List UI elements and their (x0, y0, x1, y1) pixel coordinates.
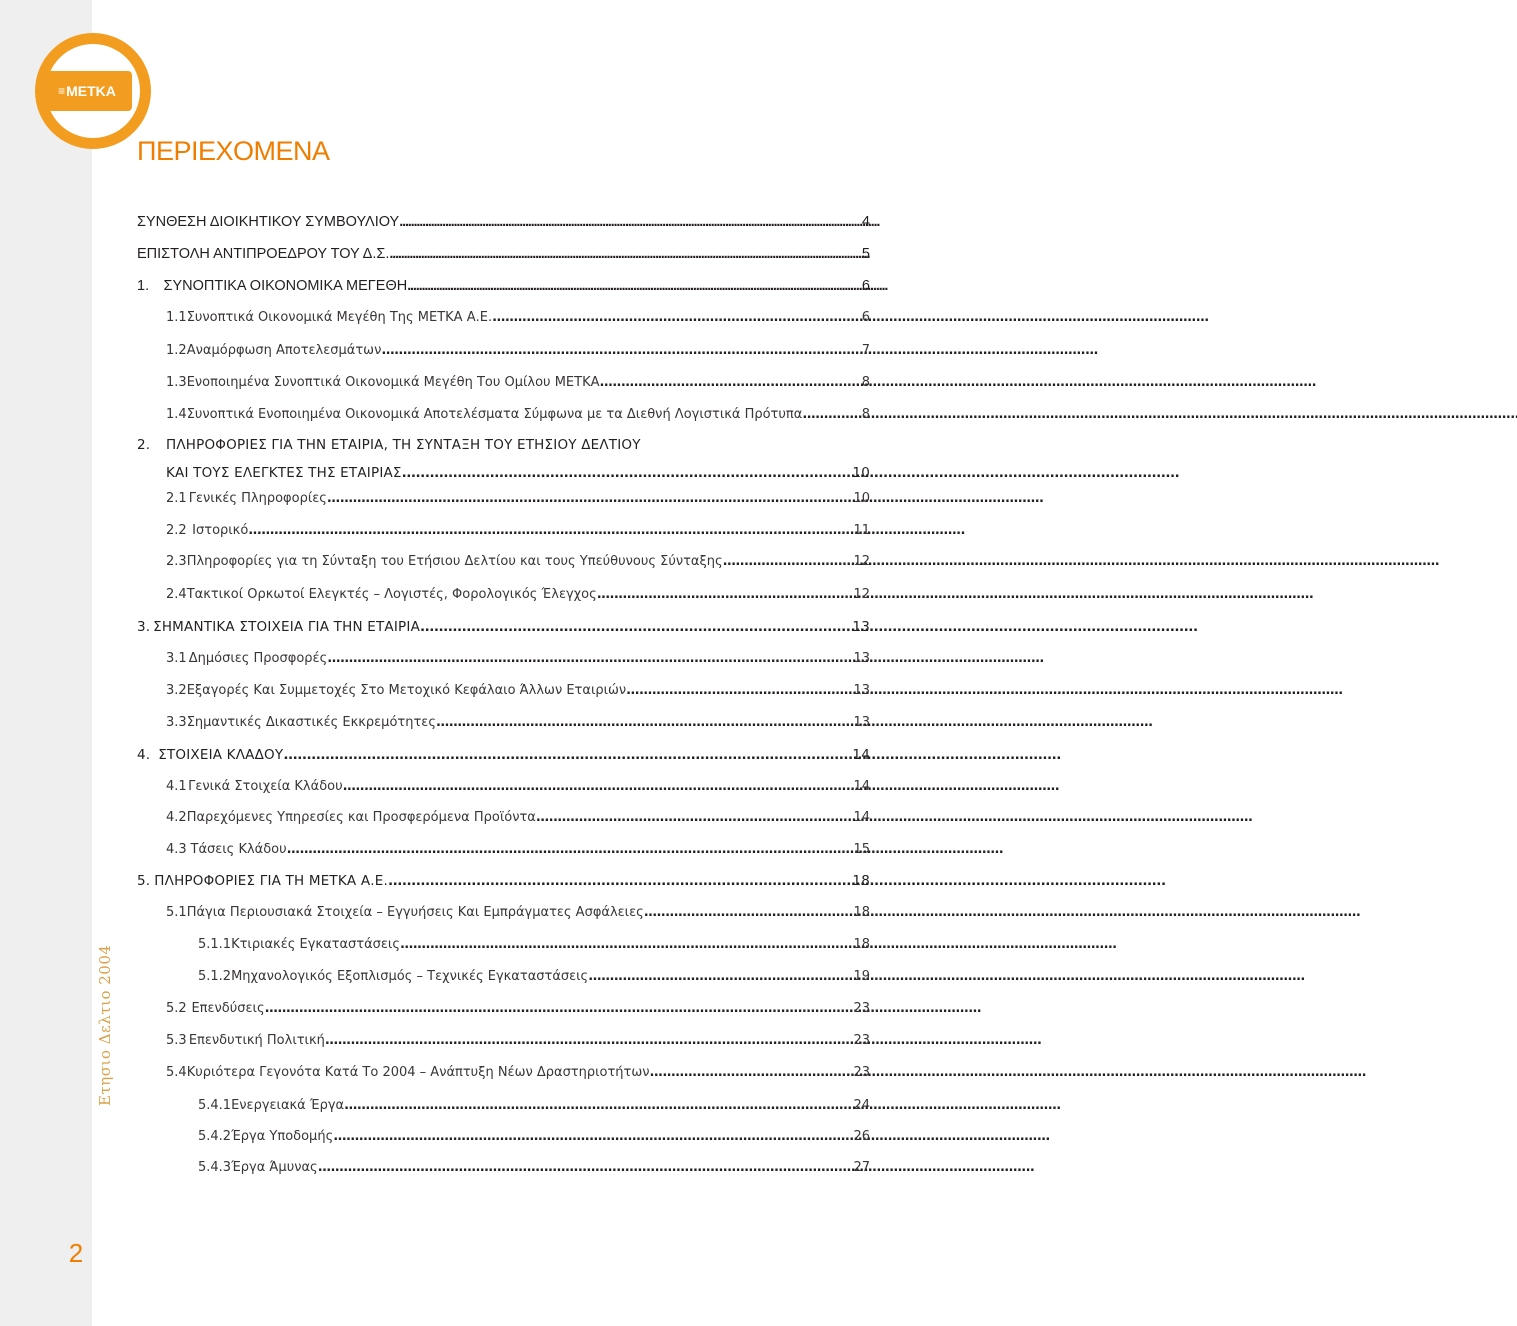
toc-dot-leader (588, 967, 851, 987)
toc-entry-page: 18 (852, 873, 870, 889)
toc-entry[interactable] (198, 1096, 870, 1116)
page-number: 2 (68, 1238, 84, 1268)
toc-entry-number: 4.2 (166, 810, 187, 825)
toc-dot-leader (389, 244, 860, 264)
toc-entry-number: 3.1 (166, 651, 187, 666)
toc-entry-label: Σημαντικές Δικαστικές Εκκρεμότητες (186, 715, 436, 730)
toc-entry-label: Συνοπτικά Ενοποιημένα Οικονομικά Αποτελέσματα Σύμφωνα με τα Διεθνή Λογιστικά Πρότυπα (186, 407, 803, 422)
toc-entry-number: 3.2 (166, 683, 187, 698)
toc-entry-number: 4.3 (166, 842, 187, 857)
toc-entry-label: ΣΥΝΘΕΣΗ ΔΙΟΙΚΗΤΙΚΟΥ ΣΥΜΒΟΥΛΙΟΥ (137, 214, 400, 230)
toc-dot-leader (407, 276, 860, 296)
toc-entry-number: 2. (137, 437, 151, 453)
toc-entry[interactable] (166, 308, 870, 328)
toc-entry-page: 12 (853, 554, 870, 569)
toc-entry-page: 12 (853, 587, 870, 602)
toc-entry-label: Εξαγορές Και Συμμετοχές Στο Μετοχικό Κεφάλαιο Άλλων Εταιριών (186, 683, 627, 698)
toc-entry-page: 6 (861, 278, 870, 294)
toc-entry-label: Ιστορικό (192, 523, 249, 538)
toc-entry-label: Ενοποιημένα Συνοπτικά Οικονομικά Μεγέθη Του Ομίλου ΜΕΤΚΑ (186, 375, 600, 390)
toc-entry-label: Πληροφορίες για τη Σύνταξη του Ετήσιου Δελτίου και τους Υπεύθυνους Σύνταξης (186, 554, 723, 569)
toc-entry-number: 5.4.3 (198, 1160, 232, 1175)
toc-entry-number: 5.4.2 (198, 1129, 232, 1144)
toc-entry[interactable] (166, 840, 870, 860)
toc-entry[interactable] (137, 212, 870, 232)
toc-dot-leader (600, 373, 860, 393)
toc-dot-leader (802, 405, 859, 425)
toc-entry[interactable] (166, 999, 870, 1019)
toc-entry-label: Κτιριακές Εγκαταστάσεις (231, 937, 400, 952)
toc-entry-label: Πάγια Περιουσιακά Στοιχεία – Εγγυήσεις Και Εμπράγματες Ασφάλειες (186, 905, 644, 920)
toc-dot-leader (402, 463, 851, 483)
toc-entry[interactable] (166, 585, 870, 605)
toc-entry-page: 14 (853, 779, 870, 794)
toc-entry-label: Επενδύσεις (191, 1001, 265, 1016)
toc-entry-number: 1.4 (166, 407, 187, 422)
toc-dot-leader (597, 585, 852, 605)
toc-entry-label: Γενικές Πληροφορίες (188, 491, 327, 506)
toc-entry-label-line2: ΚΑΙ ΤΟΥΣ ΕΛΕΓΚΤΕΣ ΤΗΣ ΕΤΑΙΡΙΑΣ (166, 465, 402, 481)
toc-dot-leader (644, 903, 852, 923)
toc-entry-page: 18 (853, 937, 870, 952)
toc-entry-number: 2.3 (166, 554, 187, 569)
toc-entry-page: 23 (853, 1033, 870, 1048)
toc-entry-page: 10 (852, 465, 870, 481)
toc-entry-label: Γενικά Στοιχεία Κλάδου (188, 779, 343, 794)
toc-entry-page: 13 (853, 651, 870, 666)
toc-entry[interactable] (166, 777, 870, 797)
toc-entry-number: 5.1 (166, 905, 187, 920)
toc-entry-label: Μηχανολογικός Εξοπλισμός – Τεχνικές Εγκαταστάσεις (231, 969, 589, 984)
toc-dot-leader (325, 1031, 852, 1051)
toc-entry[interactable] (166, 373, 870, 393)
toc-entry-label: Τακτικοί Ορκωτοί Ελεγκτές – Λογιστές, Φορολογικός Έλεγχος (186, 587, 597, 602)
toc-entry-label: Δημόσιες Προσφορές (188, 651, 328, 666)
toc-entry-label: Παρεχόμενες Υπηρεσίες και Προσφερόμενα Προϊόντα (186, 810, 536, 825)
logo-mark-icon: ≡ (58, 84, 66, 98)
toc-entry-number: 5.4.1 (198, 1098, 232, 1113)
toc-entry-number: 2.2 (166, 523, 187, 538)
toc-entry[interactable] (137, 276, 870, 296)
toc-entry[interactable] (166, 1063, 870, 1083)
toc-entry-number: 5.1.1 (198, 937, 232, 952)
toc-entry-number: 1.1 (166, 310, 187, 325)
toc-entry-page: 27 (853, 1160, 870, 1175)
toc-entry-page: 19 (853, 969, 870, 984)
toc-dot-leader (650, 1063, 852, 1083)
toc-entry-page: 4 (861, 214, 870, 230)
toc-dot-leader (400, 935, 851, 955)
toc-entry[interactable] (137, 745, 870, 765)
toc-dot-leader (318, 1158, 852, 1178)
toc-entry-page: 23 (853, 1001, 870, 1016)
toc-entry-label: ΣΤΟΙΧΕΙΑ ΚΛΑΔΟΥ (158, 747, 284, 763)
toc-entry-label: Επενδυτική Πολιτική (188, 1033, 325, 1048)
toc-entry-number: 3.3 (166, 715, 187, 730)
toc-dot-leader (248, 521, 851, 541)
toc-entry-number: 4.1 (166, 779, 187, 794)
toc-entry[interactable] (166, 649, 870, 669)
toc-entry[interactable] (198, 935, 870, 955)
toc-entry-continuation[interactable] (166, 463, 870, 483)
toc-entry[interactable] (198, 1127, 870, 1147)
toc-dot-leader (723, 552, 852, 572)
toc-entry-page: 8 (861, 375, 870, 390)
toc-entry[interactable] (198, 967, 870, 987)
toc-entry-page: 13 (853, 683, 870, 698)
toc-entry[interactable] (166, 552, 870, 572)
toc-entry-page: 18 (853, 905, 870, 920)
toc-entry[interactable] (166, 808, 870, 828)
toc-entry-page: 13 (852, 619, 870, 635)
toc-entry[interactable] (166, 681, 870, 701)
toc-entry-page: 26 (853, 1129, 870, 1144)
toc-entry-number: 5.2 (166, 1001, 187, 1016)
toc-entry[interactable] (166, 903, 870, 923)
toc-dot-leader (388, 871, 850, 891)
toc-entry[interactable] (166, 713, 870, 733)
toc-entry-number: 4. (137, 747, 151, 763)
toc-entry[interactable] (137, 617, 870, 637)
toc-entry-number: 2.4 (166, 587, 187, 602)
toc-entry-number: 5. (137, 873, 151, 889)
toc-dot-leader (265, 999, 852, 1019)
toc-entry-number: 1.2 (166, 343, 187, 358)
toc-dot-leader (436, 713, 852, 733)
toc-entry[interactable] (166, 341, 870, 361)
toc-entry-label: ΠΛΗΡΟΦΟΡΙΕΣ ΓΙΑ ΤΗΝ ΕΤΑΙΡΙΑ, ΤΗ ΣΥΝΤΑΞΗ ΤΟΥ ΕΤΗΣΙΟΥ ΔΕΛΤΙΟΥ (166, 437, 641, 453)
toc-entry[interactable] (166, 521, 870, 541)
toc-entry-label: Συνοπτικά Οικονομικά Μεγέθη Της ΜΕΤΚΑ Α.Ε. (186, 310, 493, 325)
logo-text: ΜΕΤΚΑ (66, 83, 116, 99)
toc-entry-label: ΕΠΙΣΤΟΛΗ ΑΝΤΙΠΡΟΕΔΡΟΥ ΤΟΥ Δ.Σ. (137, 246, 390, 262)
toc-entry-page: 14 (853, 810, 870, 825)
toc-dot-leader (381, 341, 859, 361)
toc-entry-number: 1.3 (166, 375, 187, 390)
toc-entry-page: 23 (853, 1065, 870, 1080)
toc-entry-page: 8 (861, 407, 870, 422)
side-publication-title: Ετησιο Δελτιο 2004 (96, 944, 114, 1106)
toc-dot-leader (283, 745, 850, 765)
toc-entry[interactable] (137, 871, 870, 891)
toc-entry-label: Τάσεις Κλάδου (190, 842, 287, 857)
toc-dot-leader (399, 212, 860, 232)
toc-entry-number: 5.1.2 (198, 969, 232, 984)
toc-entry-number: 5.4 (166, 1065, 187, 1080)
toc-entry-number: 3. (137, 619, 151, 635)
toc-dot-leader (327, 649, 851, 669)
toc-entry-page: 7 (861, 343, 870, 358)
toc-dot-leader (343, 777, 852, 797)
toc-dot-leader (536, 808, 852, 828)
toc-entry-page: 13 (853, 715, 870, 730)
toc-dot-leader (492, 308, 860, 328)
toc-entry-page: 14 (852, 747, 870, 763)
toc-entry-page: 10 (853, 491, 870, 506)
toc-entry-number: 5.3 (166, 1033, 187, 1048)
toc-entry-number: 1. (137, 278, 150, 294)
toc-entry-label: ΣΥΝΟΠΤΙΚΑ ΟΙΚΟΝΟΜΙΚΑ ΜΕΓΕΘΗ (163, 278, 408, 294)
toc-entry[interactable] (137, 435, 870, 455)
toc-entry-label: ΣΗΜΑΝΤΙΚΑ ΣΤΟΙΧΕΙΑ ΓΙΑ ΤΗΝ ΕΤΑΙΡΙΑ (153, 619, 420, 635)
toc-entry-label: Έργα Άμυνας (231, 1160, 318, 1175)
toc-entry-label: Αναμόρφωση Αποτελεσμάτων (186, 343, 382, 358)
toc-entry[interactable] (166, 1031, 870, 1051)
toc-dot-leader (420, 617, 850, 637)
toc-entry-label: ΠΛΗΡΟΦΟΡΙΕΣ ΓΙΑ ΤΗ ΜΕΤΚΑ Α.Ε. (154, 873, 388, 889)
toc-entry-page: 24 (853, 1098, 870, 1113)
toc-entry-label: Ενεργειακά Έργα (231, 1098, 345, 1113)
toc-dot-leader (333, 1127, 851, 1147)
toc-dot-leader (287, 840, 852, 860)
toc-dot-leader (344, 1096, 851, 1116)
toc-entry-page: 15 (853, 842, 870, 857)
page-title: ΠΕΡΙΕΧΟΜΕΝΑ (137, 136, 330, 166)
toc-entry-page: 6 (861, 310, 870, 325)
toc-entry-number: 2.1 (166, 491, 187, 506)
toc-entry-label: Κυριότερα Γεγονότα Κατά Το 2004 – Ανάπτυξη Νέων Δραστηριοτήτων (186, 1065, 650, 1080)
toc-entry[interactable] (137, 244, 870, 264)
toc-dot-leader (626, 681, 851, 701)
toc-entry[interactable] (198, 1158, 870, 1178)
toc-entry-label: Έργα Υποδομής (231, 1129, 334, 1144)
toc-entry[interactable] (166, 489, 870, 509)
toc-entry-page: 5 (861, 246, 870, 262)
toc-entry-page: 11 (853, 523, 870, 538)
toc-dot-leader (327, 489, 852, 509)
toc-entry[interactable] (166, 405, 870, 425)
